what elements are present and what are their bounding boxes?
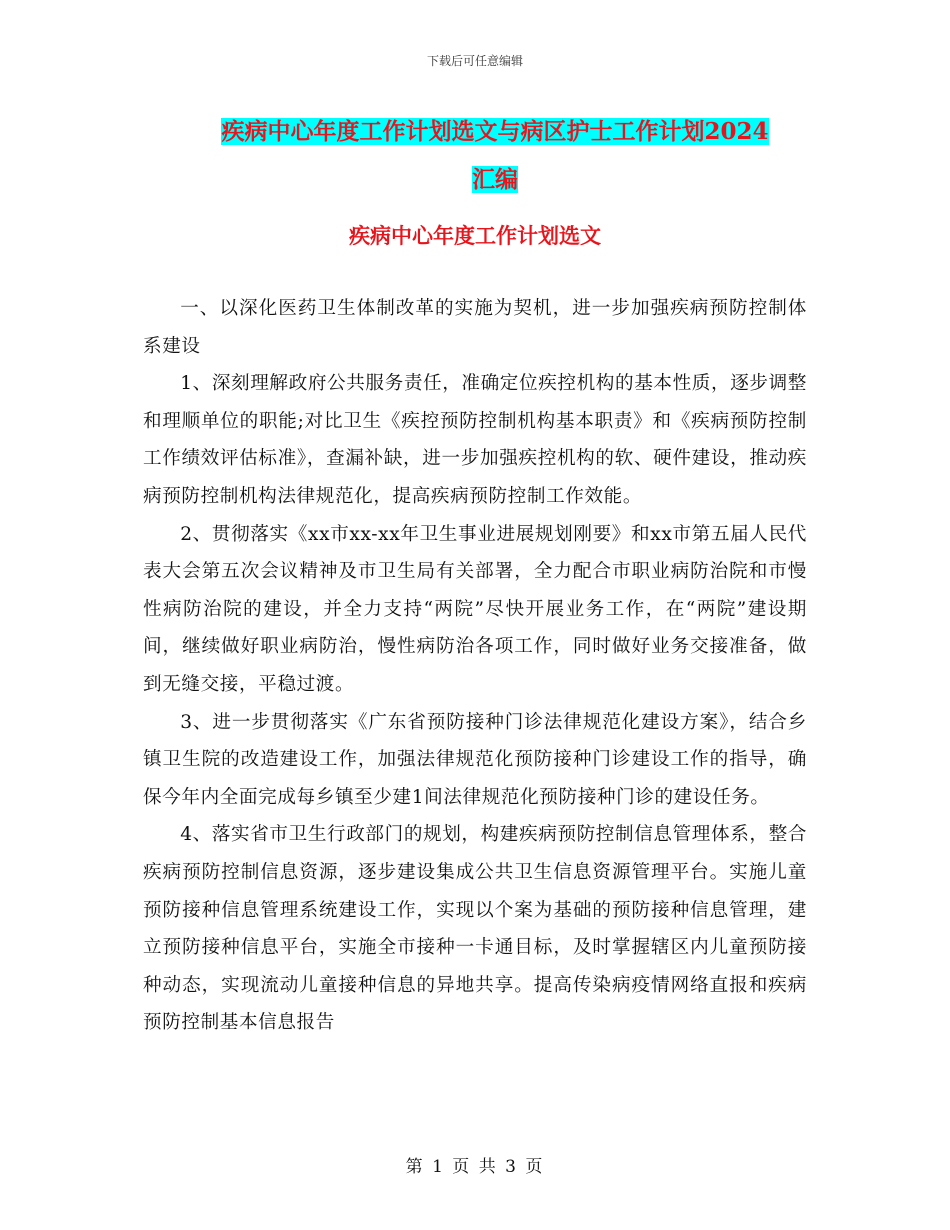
document-title-line-1: 疾病中心年度工作计划选文与病区护士工作计划2024 [221,118,769,145]
paragraph: 4、落实省市卫生行政部门的规划，构建疾病预防控制信息管理体系，整合疾病预防控制信息资源，逐步建设集成公共卫生信息资源管理平台。实施儿童预防接种信息管理系统建设工作，实现以个案为基础的预防接种信息管理，建立预防接种信息平台，实施全市接种一卡通目标，及时掌握辖区内儿童预防接种动态，实现流动儿童接种信息的异地共享。提高传染病疫情网络直报和疾病预防控制基本信息报告 [143,824,807,1034]
paragraph: 1、深刻理解政府公共服务责任，准确定位疾控机构的基本性质，逐步调整和理顺单位的职能;对比卫生《疾控预防控制机构基本职责》和《疾病预防控制工作绩效评估标准》，查漏补缺，进一步加强疾控机构的软、硬件建设，推动疾病预防控制机构法律规范化，提高疾病预防控制工作效能。 [143,373,807,507]
document-title-line-2: 汇编 [472,166,518,193]
paragraph: 一、以深化医药卫生体制改革的实施为契机，进一步加强疾病预防控制体系建设 [143,298,807,357]
paragraph: 2、贯彻落实《xx市xx-xx年卫生事业进展规划刚要》和xx市第五届人民代表大会第五次会议精神及市卫生局有关部署，全力配合市职业病防治院和市慢性病防治院的建设，并全力支持“两院”尽快开展业务工作，在“两院”建设期间，继续做好职业病防治，慢性病防治各项工作，同时做好业务交接准备，做到无缝交接，平稳过渡。 [143,523,807,695]
document-title [170,108,820,204]
document-body [143,290,807,1042]
header-note: 下载后可任意编辑 [426,54,523,68]
paragraph: 3、进一步贯彻落实《广东省预防接种门诊法律规范化建设方案》，结合乡镇卫生院的改造建设工作，加强法律规范化预防接种门诊建设工作的指导，确保今年内全面完成每乡镇至少建1间法律规范化预防接种门诊的建设任务。 [143,711,807,808]
page-footer: 第 1 页 共 3 页 [405,1157,545,1177]
section-title: 疾病中心年度工作计划选文 [349,223,601,248]
